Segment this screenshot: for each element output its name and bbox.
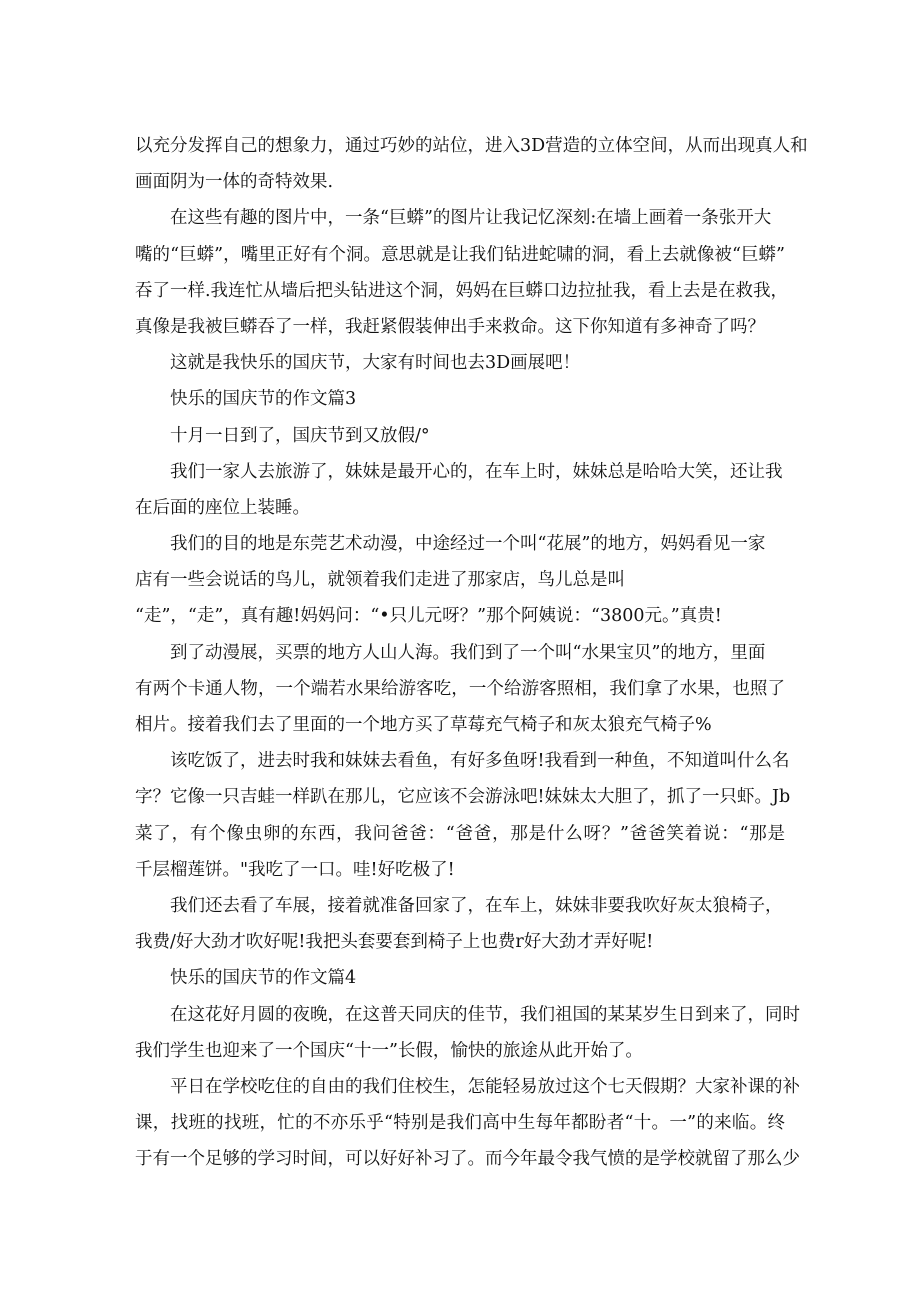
paragraph-line: 嘴的“巨蟒”，嘴里正好有个洞。意思就是让我们钻进蛇啸的洞，看上去就像被“巨蟒” bbox=[135, 244, 785, 265]
paragraph-line: 课，找班的找班，忙的不亦乐乎“特别是我们高中生每年都盼者“十。一”的来临。终 bbox=[135, 1113, 785, 1134]
paragraph-line: 十月一日到了，国庆节到又放假/° bbox=[170, 425, 430, 446]
paragraph-line: 店有一些会说话的鸟儿，就领着我们走进了那家店，鸟儿总是叫 bbox=[135, 570, 625, 591]
paragraph-line: 有两个卡通人物，一个端若水果给游客吃，一个给游客照相，我们拿了水果，也照了 bbox=[135, 678, 785, 699]
paragraph-line: 字？它像一只吉蛙一样趴在那儿，它应该不会游泳吧!妹妹太大胆了，抓了一只虾。Jb bbox=[135, 787, 791, 808]
document-body bbox=[135, 128, 808, 1177]
paragraph-line: 平日在学校吃住的自由的我们住校生，怎能轻易放过这个七天假期？大家补课的补 bbox=[170, 1076, 800, 1097]
paragraph-line: 我们的目的地是东莞艺术动漫，中途经过一个叫“花展”的地方，妈妈看见一家 bbox=[170, 534, 766, 555]
section-heading: 快乐的国庆节的作文篇3 bbox=[170, 389, 357, 410]
paragraph-line: 画面阴为一体的奇特效果. bbox=[135, 172, 334, 193]
paragraph-line: 我费/好大劲才吹好呢!我把头套要套到椅子上也费r好大劲才弄好呢! bbox=[135, 932, 654, 953]
paragraph-line: 于有一个足够的学习时间，可以好好补习了。而今年最令我气愤的是学校就留了那么少 bbox=[135, 1149, 800, 1170]
paragraph-line: 相片。接着我们去了里面的一个地方买了草莓充气椅子和灰太狼充气椅子% bbox=[135, 715, 712, 735]
paragraph-line: 真像是我被巨蟒吞了一样，我赶紧假装伸出手来救命。这下你知道有多神奇了吗？ bbox=[135, 316, 765, 337]
paragraph-line: 在这花好月圆的夜晚，在这普天同庆的佳节，我们祖国的某某岁生日到来了，同时 bbox=[170, 1004, 800, 1025]
paragraph-line: 在这些有趣的图片中，一条“巨蟒”的图片让我记忆深刻:在墙上画着一条张开大 bbox=[170, 208, 772, 229]
paragraph-line: 我们学生也迎来了一个国庆“十一”长假，愉快的旅途从此开始了。 bbox=[135, 1040, 643, 1061]
paragraph-line: 这就是我快乐的国庆节，大家有时间也去3D画展吧！ bbox=[170, 353, 581, 374]
paragraph-line: 到了动漫展，买票的地方人山人海。我们到了一个叫“水果宝贝”的地方，里面 bbox=[170, 642, 766, 663]
paragraph-line: 我们还去看了车展，接着就准备回家了，在车上，妹妹非要我吹好灰太狼椅子， bbox=[170, 895, 783, 916]
paragraph-line: 在后面的座位上装睡。 bbox=[135, 497, 310, 518]
paragraph-line: 吞了一样.我连忙从墙后把头钻进这个洞，妈妈在巨蟒口边拉扯我，看上去是在救我， bbox=[135, 280, 789, 301]
paragraph-line: “走”，“走”，真有趣!妈妈问：“•只儿元呀？”那个阿姨说：“3800元。”真贵! bbox=[135, 606, 722, 627]
paragraph-line: 菜了，有个像虫卵的东西，我问爸爸：“爸爸，那是什么呀？”爸爸笑着说：“那是 bbox=[135, 823, 785, 844]
paragraph-line: 千层榴莲饼。"我吃了一口。哇!好吃极了! bbox=[135, 859, 455, 880]
paragraph-line: 以充分发挥自己的想象力，通过巧妙的站位，进入3D营造的立体空间，从而出现真人和 bbox=[135, 136, 808, 156]
paragraph-line: 我们一家人去旅游了，妹妹是最开心的，在车上时，妹妹总是哈哈大笑，还让我 bbox=[170, 461, 783, 482]
section-heading: 快乐的国庆节的作文篇4 bbox=[170, 968, 357, 989]
paragraph-line: 该吃饭了，进去时我和妹妹去看鱼，有好多鱼呀!我看到一种鱼，不知道叫什么名 bbox=[170, 751, 790, 772]
